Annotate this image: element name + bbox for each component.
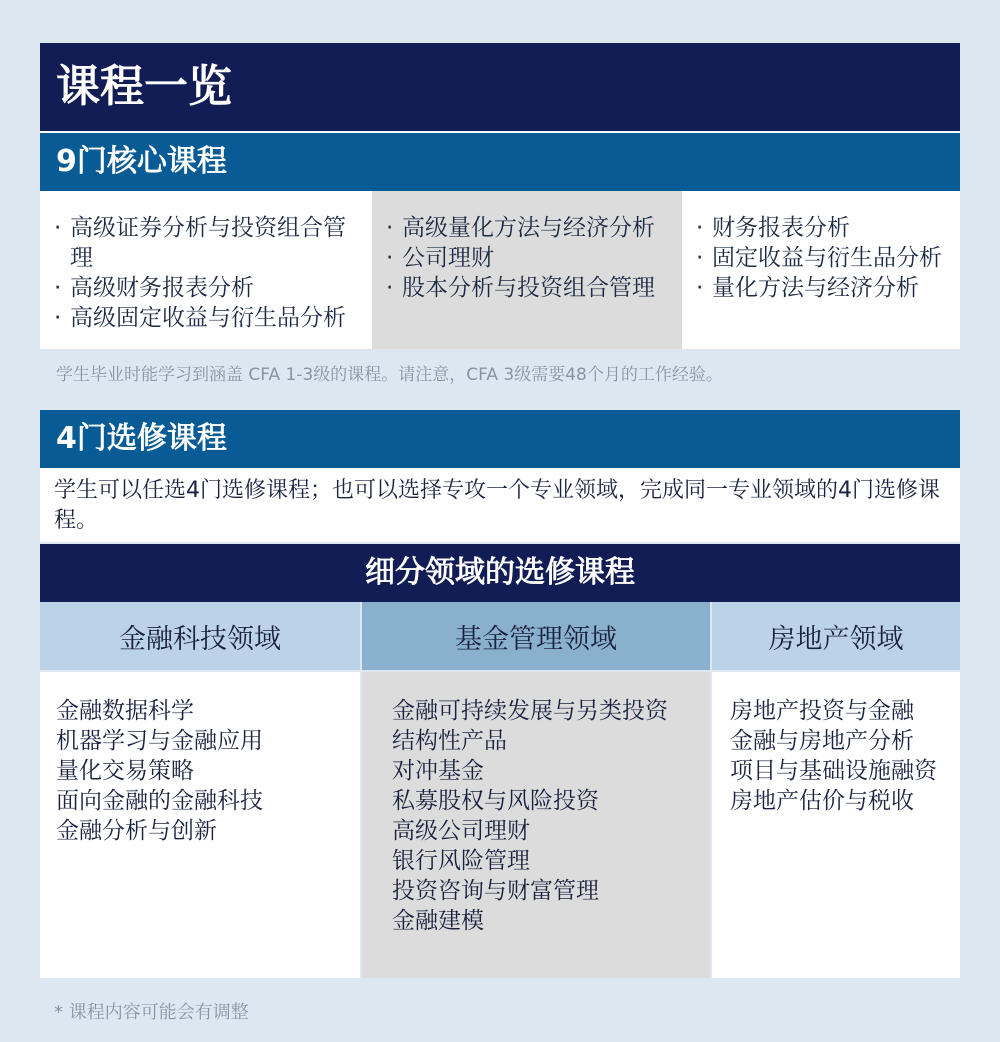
course-name: 高级量化方法与经济分析: [402, 215, 655, 241]
fintech-course-list: [40, 670, 360, 978]
list-item: 银行风险管理: [392, 848, 530, 874]
list-item: 量化交易策略: [56, 758, 194, 784]
list-item: 房地产投资与金融: [730, 698, 914, 724]
bullet: ·: [696, 275, 704, 301]
core-column-2: [372, 191, 682, 349]
list-item: 结构性产品: [392, 728, 507, 754]
list-item: 金融与房地产分析: [730, 728, 914, 754]
core-course-item: [54, 273, 356, 303]
bullet: ·: [386, 245, 394, 271]
list-item: 私募股权与风险投资: [392, 788, 599, 814]
list-item: 面向金融的金融科技: [56, 788, 263, 814]
bullet: ·: [54, 275, 62, 301]
cfa-note: 学生毕业时能学习到涵盖 CFA 1-3级的课程。请注意，CFA 3级需要48个月的工作经验。: [56, 365, 723, 385]
list-item: 对冲基金: [392, 758, 484, 784]
course-name: 财务报表分析: [712, 215, 850, 241]
field-header-real-estate: 房地产领域: [712, 602, 960, 670]
field-course-lists: [40, 670, 960, 978]
core-course-item: [386, 243, 668, 273]
course-name: 股本分析与投资组合管理: [402, 275, 655, 301]
list-item: 房地产估价与税收: [730, 788, 914, 814]
real-estate-course-list: [712, 670, 960, 978]
list-item: 投资咨询与财富管理: [392, 878, 599, 904]
course-name: 固定收益与衍生品分析: [712, 245, 942, 271]
bullet: ·: [54, 215, 62, 241]
list-item: 金融可持续发展与另类投资: [392, 698, 668, 724]
core-course-item: [696, 273, 946, 303]
core-course-item: [696, 213, 946, 243]
elective-description: 学生可以任选4门选修课程；也可以选择专攻一个专业领域，完成同一专业领域的4门选修课程。: [40, 468, 960, 542]
core-courses-grid: [40, 191, 960, 349]
page-title: 课程一览: [40, 43, 960, 131]
list-item: 金融数据科学: [56, 698, 194, 724]
core-course-item: [54, 303, 356, 333]
bullet: ·: [696, 215, 704, 241]
list-item: 项目与基础设施融资: [730, 758, 937, 784]
list-item: 金融分析与创新: [56, 818, 217, 844]
field-header-fund-management: 基金管理领域: [362, 602, 710, 670]
field-headers: [40, 602, 960, 670]
list-item: 金融建模: [392, 908, 484, 934]
fund-management-course-list: [362, 670, 710, 978]
bullet: ·: [386, 215, 394, 241]
core-courses-heading: 9门核心课程: [40, 131, 960, 191]
course-name: 高级固定收益与衍生品分析: [70, 305, 346, 331]
core-course-item: [54, 213, 356, 273]
course-name: 高级财务报表分析: [70, 275, 254, 301]
core-column-1: [40, 191, 370, 349]
list-item: 高级公司理财: [392, 818, 530, 844]
course-name: 公司理财: [402, 245, 494, 271]
core-course-item: [386, 213, 668, 243]
course-name: 量化方法与经济分析: [712, 275, 919, 301]
course-name: 高级证券分析与投资组合管理: [70, 215, 346, 271]
bullet: ·: [54, 305, 62, 331]
core-course-item: [386, 273, 668, 303]
specialization-title: 细分领域的选修课程: [40, 544, 960, 602]
core-column-3: [682, 191, 960, 349]
field-header-fintech: 金融科技领域: [40, 602, 360, 670]
bullet: ·: [386, 275, 394, 301]
list-item: 机器学习与金融应用: [56, 728, 263, 754]
elective-courses-heading: 4门选修课程: [40, 410, 960, 468]
core-course-item: [696, 243, 946, 273]
bullet: ·: [696, 245, 704, 271]
footnote: * 课程内容可能会有调整: [54, 1002, 249, 1023]
